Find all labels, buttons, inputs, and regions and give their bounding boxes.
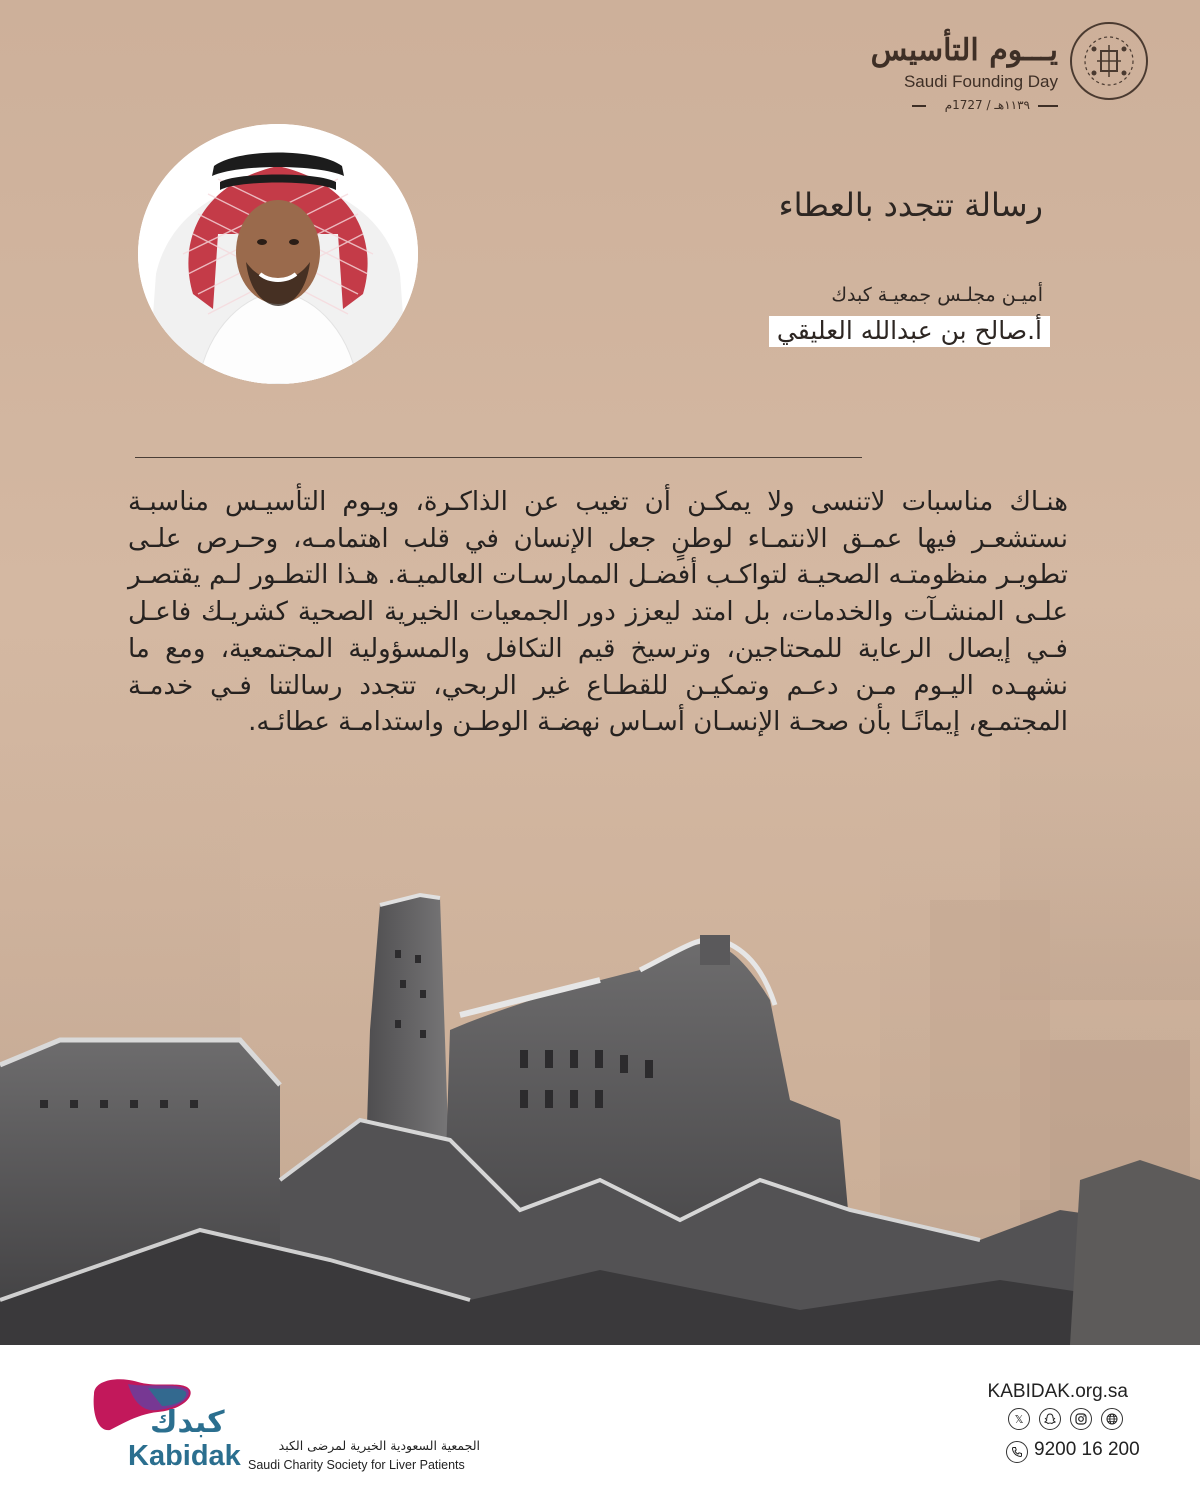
author-portrait <box>138 124 418 384</box>
section-divider <box>135 457 862 458</box>
snapchat-icon[interactable] <box>1039 1408 1061 1430</box>
founding-day-date: ١١٣٩هـ / 1727م <box>944 98 1030 112</box>
article-body: هنـاك مناسبات لاتنسى ولا يمكـن أن تغيب عن الذاكـرة، ويـوم التأسيـس مناسبـة نستشعـر فيها عمـق الانتمـاء لوطنٍ جعل الإنسان في قلب اهتمامـه، وحـرص علـى تطويـر منظومتـه الصحيـة لتواكـب أفضـل الممارسـات العالميـة. هـذا التطـور لـم يقتصـر علـى المنشـآت والخدمات، بل امتد ليعزز دور الجمعيات الخيرية الصحية كشريـك فاعـل فـي إيصال الرعاية للمحتاجين، وترسيخ قيم التكافل والمسؤولية المجتمعية، ومع ما نشهـده اليـوم مـن دعـم وتمكيـن للقطـاع غير الربحي، تتجدد رسالتنا فـي خدمـة المجتمـع، إيمانًـا بأن صحـة الإنسـان أسـاس نهضـة الوطـن واستدامـة عطائـه. <box>128 487 1068 738</box>
author-name: أ.صالح بن عبدالله العليقي <box>769 316 1050 347</box>
brand-name-ar: كبدك <box>150 1405 225 1440</box>
date-rule-right <box>1038 105 1058 107</box>
website-link[interactable]: KABIDAK.org.sa <box>987 1381 1128 1402</box>
instagram-icon[interactable] <box>1070 1408 1092 1430</box>
org-name-en: Saudi Charity Society for Liver Patients <box>248 1458 465 1472</box>
phone-icon <box>1006 1441 1028 1463</box>
founding-day-title-ar: يـــوم التأسيس <box>870 33 1058 68</box>
date-rule-left <box>912 105 926 107</box>
phone-number[interactable]: 9200 16 200 <box>1034 1439 1140 1460</box>
social-links <box>1008 1408 1123 1430</box>
x-icon[interactable]: 𝕏 <box>1008 1408 1030 1430</box>
article-headline: رسالة تتجدد بالعطاء <box>778 186 1043 224</box>
diriyah-ruins-image <box>0 880 1200 1345</box>
founding-day-logo <box>828 22 1148 112</box>
web-icon[interactable] <box>1101 1408 1123 1430</box>
founding-day-emblem-icon <box>1070 22 1148 100</box>
founding-day-title-en: Saudi Founding Day <box>903 72 1058 91</box>
author-role: أميـن مجلـس جمعيـة كبدك <box>831 284 1043 306</box>
org-name-ar: الجمعية السعودية الخيرية لمرضى الكبد <box>278 1438 480 1453</box>
brand-name-en: Kabidak <box>128 1440 241 1472</box>
